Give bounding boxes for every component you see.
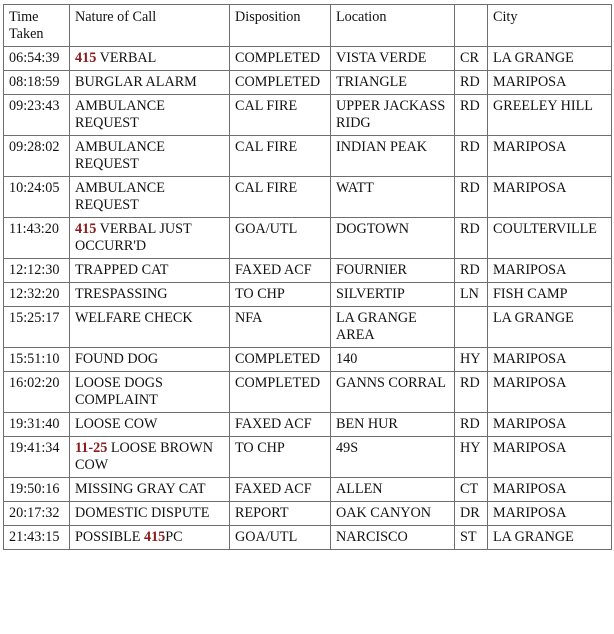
street-suffix-cell: CT <box>455 478 488 502</box>
location-cell: INDIAN PEAK <box>331 136 455 177</box>
table-row <box>4 307 612 348</box>
time-cell: 15:51:10 <box>4 348 70 372</box>
call-log-body <box>4 47 612 550</box>
table-row <box>4 259 612 283</box>
time-cell: 21:43:15 <box>4 526 70 550</box>
nature-text: LOOSE BROWN COW <box>75 440 213 473</box>
time-cell: 06:54:39 <box>4 47 70 71</box>
nature-text-suffix: PC <box>165 529 183 545</box>
column-header-nature: Nature of Call <box>70 5 230 47</box>
column-header-time: Time Taken <box>4 5 70 47</box>
nature-text: TRESPASSING <box>75 286 168 302</box>
table-row <box>4 348 612 372</box>
nature-cell <box>70 307 230 348</box>
call-code: 415 <box>75 221 97 237</box>
city-cell: MARIPOSA <box>488 348 612 372</box>
disposition-cell: TO CHP <box>230 437 331 478</box>
table-row <box>4 283 612 307</box>
nature-text: VERBAL <box>99 50 157 66</box>
disposition-cell: CAL FIRE <box>230 177 331 218</box>
header-row <box>4 5 612 47</box>
call-code: 11-25 <box>75 440 108 456</box>
city-cell: GREELEY HILL <box>488 95 612 136</box>
nature-cell <box>70 478 230 502</box>
nature-cell <box>70 502 230 526</box>
disposition-cell: GOA/UTL <box>230 526 331 550</box>
time-cell: 12:12:30 <box>4 259 70 283</box>
disposition-cell: COMPLETED <box>230 348 331 372</box>
nature-text: AMBULANCE REQUEST <box>75 180 165 213</box>
disposition-cell: CAL FIRE <box>230 95 331 136</box>
nature-cell <box>70 177 230 218</box>
time-cell: 15:25:17 <box>4 307 70 348</box>
location-cell: WATT <box>331 177 455 218</box>
time-cell: 19:50:16 <box>4 478 70 502</box>
street-suffix-cell: RD <box>455 71 488 95</box>
nature-text: LOOSE DOGS COMPLAINT <box>75 375 163 408</box>
nature-text: MISSING GRAY CAT <box>75 481 206 497</box>
nature-cell <box>70 136 230 177</box>
table-row <box>4 437 612 478</box>
nature-text: DOMESTIC DISPUTE <box>75 505 210 521</box>
nature-cell <box>70 413 230 437</box>
city-cell: MARIPOSA <box>488 502 612 526</box>
nature-text: FOUND DOG <box>75 351 159 367</box>
column-header-suffix <box>455 5 488 47</box>
nature-text: WELFARE CHECK <box>75 310 193 326</box>
time-cell: 20:17:32 <box>4 502 70 526</box>
time-cell: 08:18:59 <box>4 71 70 95</box>
nature-cell <box>70 71 230 95</box>
street-suffix-cell: DR <box>455 502 488 526</box>
table-row <box>4 47 612 71</box>
city-cell: MARIPOSA <box>488 136 612 177</box>
city-cell: FISH CAMP <box>488 283 612 307</box>
call-code: 415 <box>75 50 97 66</box>
disposition-cell: FAXED ACF <box>230 413 331 437</box>
location-cell: ALLEN <box>331 478 455 502</box>
table-row <box>4 177 612 218</box>
location-cell: FOURNIER <box>331 259 455 283</box>
location-cell: BEN HUR <box>331 413 455 437</box>
city-cell: MARIPOSA <box>488 372 612 413</box>
call-log-sheet <box>3 4 612 550</box>
time-cell: 12:32:20 <box>4 283 70 307</box>
location-cell: NARCISCO <box>331 526 455 550</box>
disposition-cell: CAL FIRE <box>230 136 331 177</box>
disposition-cell: GOA/UTL <box>230 218 331 259</box>
column-header-location: Location <box>331 5 455 47</box>
street-suffix-cell: ST <box>455 526 488 550</box>
column-header-city: City <box>488 5 612 47</box>
nature-text: TRAPPED CAT <box>75 262 169 278</box>
disposition-cell: COMPLETED <box>230 47 331 71</box>
city-cell: LA GRANGE <box>488 526 612 550</box>
disposition-cell: FAXED ACF <box>230 478 331 502</box>
time-cell: 19:41:34 <box>4 437 70 478</box>
street-suffix-cell <box>455 307 488 348</box>
nature-cell <box>70 437 230 478</box>
table-row <box>4 526 612 550</box>
nature-text: VERBAL JUST OCCURR'D <box>75 221 192 254</box>
street-suffix-cell: CR <box>455 47 488 71</box>
nature-cell <box>70 218 230 259</box>
city-cell: MARIPOSA <box>488 177 612 218</box>
nature-text: BURGLAR ALARM <box>75 74 197 90</box>
disposition-cell: COMPLETED <box>230 71 331 95</box>
street-suffix-cell: HY <box>455 437 488 478</box>
nature-cell <box>70 95 230 136</box>
column-header-disposition: Disposition <box>230 5 331 47</box>
location-cell: DOGTOWN <box>331 218 455 259</box>
table-row <box>4 71 612 95</box>
city-cell: MARIPOSA <box>488 478 612 502</box>
table-row <box>4 218 612 259</box>
nature-text: AMBULANCE REQUEST <box>75 98 165 131</box>
location-cell: OAK CANYON <box>331 502 455 526</box>
table-row <box>4 413 612 437</box>
table-row <box>4 136 612 177</box>
disposition-cell: NFA <box>230 307 331 348</box>
location-cell: TRIANGLE <box>331 71 455 95</box>
nature-cell <box>70 372 230 413</box>
call-code: 415 <box>143 529 166 545</box>
street-suffix-cell: RD <box>455 218 488 259</box>
city-cell: MARIPOSA <box>488 71 612 95</box>
disposition-cell: COMPLETED <box>230 372 331 413</box>
location-cell: 140 <box>331 348 455 372</box>
street-suffix-cell: RD <box>455 259 488 283</box>
street-suffix-cell: RD <box>455 177 488 218</box>
nature-text: POSSIBLE <box>75 529 141 545</box>
street-suffix-cell: RD <box>455 413 488 437</box>
time-cell: 11:43:20 <box>4 218 70 259</box>
table-row <box>4 372 612 413</box>
city-cell: MARIPOSA <box>488 437 612 478</box>
nature-text: LOOSE COW <box>75 416 158 432</box>
location-cell: UPPER JACKASS RIDG <box>331 95 455 136</box>
time-cell: 16:02:20 <box>4 372 70 413</box>
location-cell: LA GRANGE AREA <box>331 307 455 348</box>
street-suffix-cell: RD <box>455 136 488 177</box>
nature-text: AMBULANCE REQUEST <box>75 139 165 172</box>
time-cell: 09:28:02 <box>4 136 70 177</box>
table-row <box>4 478 612 502</box>
time-cell: 19:31:40 <box>4 413 70 437</box>
nature-cell <box>70 47 230 71</box>
disposition-cell: TO CHP <box>230 283 331 307</box>
nature-cell <box>70 259 230 283</box>
time-cell: 10:24:05 <box>4 177 70 218</box>
street-suffix-cell: RD <box>455 95 488 136</box>
city-cell: LA GRANGE <box>488 47 612 71</box>
time-cell: 09:23:43 <box>4 95 70 136</box>
table-row <box>4 502 612 526</box>
location-cell: 49S <box>331 437 455 478</box>
nature-cell <box>70 348 230 372</box>
nature-cell <box>70 526 230 550</box>
location-cell: VISTA VERDE <box>331 47 455 71</box>
location-cell: SILVERTIP <box>331 283 455 307</box>
street-suffix-cell: LN <box>455 283 488 307</box>
nature-cell <box>70 283 230 307</box>
disposition-cell: REPORT <box>230 502 331 526</box>
location-cell: GANNS CORRAL <box>331 372 455 413</box>
disposition-cell: FAXED ACF <box>230 259 331 283</box>
city-cell: MARIPOSA <box>488 413 612 437</box>
table-row <box>4 95 612 136</box>
street-suffix-cell: HY <box>455 348 488 372</box>
street-suffix-cell: RD <box>455 372 488 413</box>
city-cell: LA GRANGE <box>488 307 612 348</box>
call-log-table <box>3 4 612 550</box>
city-cell: MARIPOSA <box>488 259 612 283</box>
city-cell: COULTERVILLE <box>488 218 612 259</box>
